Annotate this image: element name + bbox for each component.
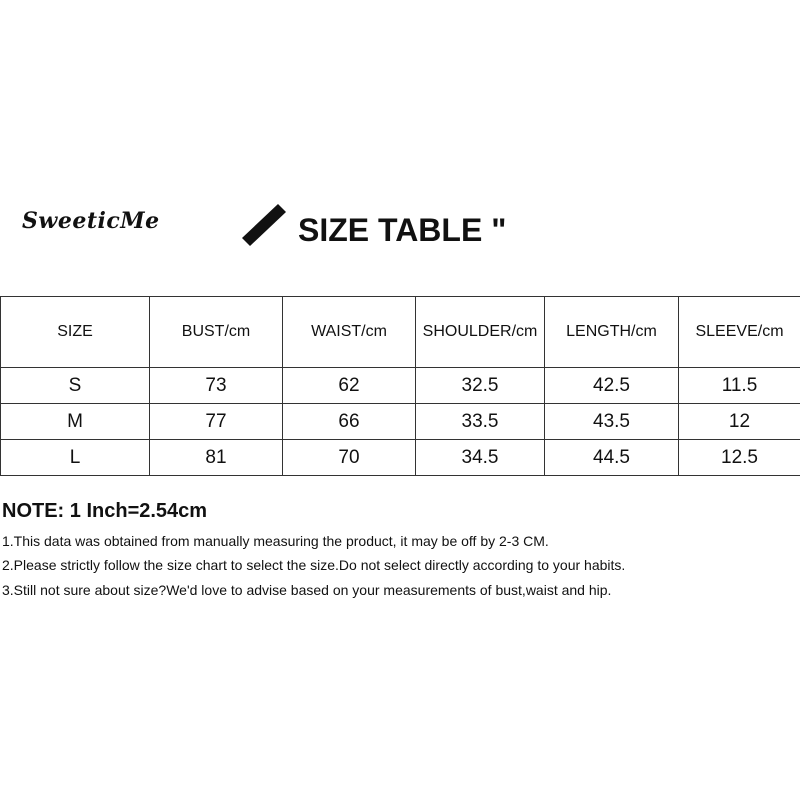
size-table [0, 296, 800, 476]
header-waist: WAIST/cm [283, 297, 416, 368]
cell-waist: 62 [283, 368, 416, 404]
cell-shoulder: 34.5 [416, 440, 545, 476]
note-line-2: 2.Please strictly follow the size chart to select the size.Do not select directly according to your habits. [2, 557, 626, 573]
header-shoulder: SHOULDER/cm [416, 297, 545, 368]
cell-shoulder: 33.5 [416, 404, 545, 440]
cell-sleeve: 11.5 [679, 368, 800, 404]
cell-size: S [1, 368, 150, 404]
cell-bust: 77 [150, 404, 283, 440]
table-row [1, 368, 800, 404]
cell-bust: 73 [150, 368, 283, 404]
table-row [1, 440, 800, 476]
header-bust: BUST/cm [150, 297, 283, 368]
cell-sleeve: 12.5 [679, 440, 800, 476]
page-title: SIZE TABLE " [298, 212, 507, 248]
cell-sleeve: 12 [679, 404, 800, 440]
header-sleeve: SLEEVE/cm [679, 297, 800, 368]
table-header-row [1, 297, 800, 368]
cell-size: M [1, 404, 150, 440]
note-line-3: 3.Still not sure about size?We'd love to advise based on your measurements of bust,waist and hip. [2, 582, 612, 598]
brand-logo: SweeticMe [22, 208, 160, 234]
cell-waist: 70 [283, 440, 416, 476]
cell-size: L [1, 440, 150, 476]
cell-length: 42.5 [545, 368, 679, 404]
cell-length: 43.5 [545, 404, 679, 440]
table-row [1, 404, 800, 440]
cell-length: 44.5 [545, 440, 679, 476]
cell-shoulder: 32.5 [416, 368, 545, 404]
header-length: LENGTH/cm [545, 297, 679, 368]
cell-waist: 66 [283, 404, 416, 440]
note-line-1: 1.This data was obtained from manually measuring the product, it may be off by 2-3 CM. [2, 533, 549, 549]
header-size: SIZE [1, 297, 150, 368]
title-slash-icon [238, 202, 288, 248]
cell-bust: 81 [150, 440, 283, 476]
note-title: NOTE: 1 Inch=2.54cm [2, 500, 208, 522]
